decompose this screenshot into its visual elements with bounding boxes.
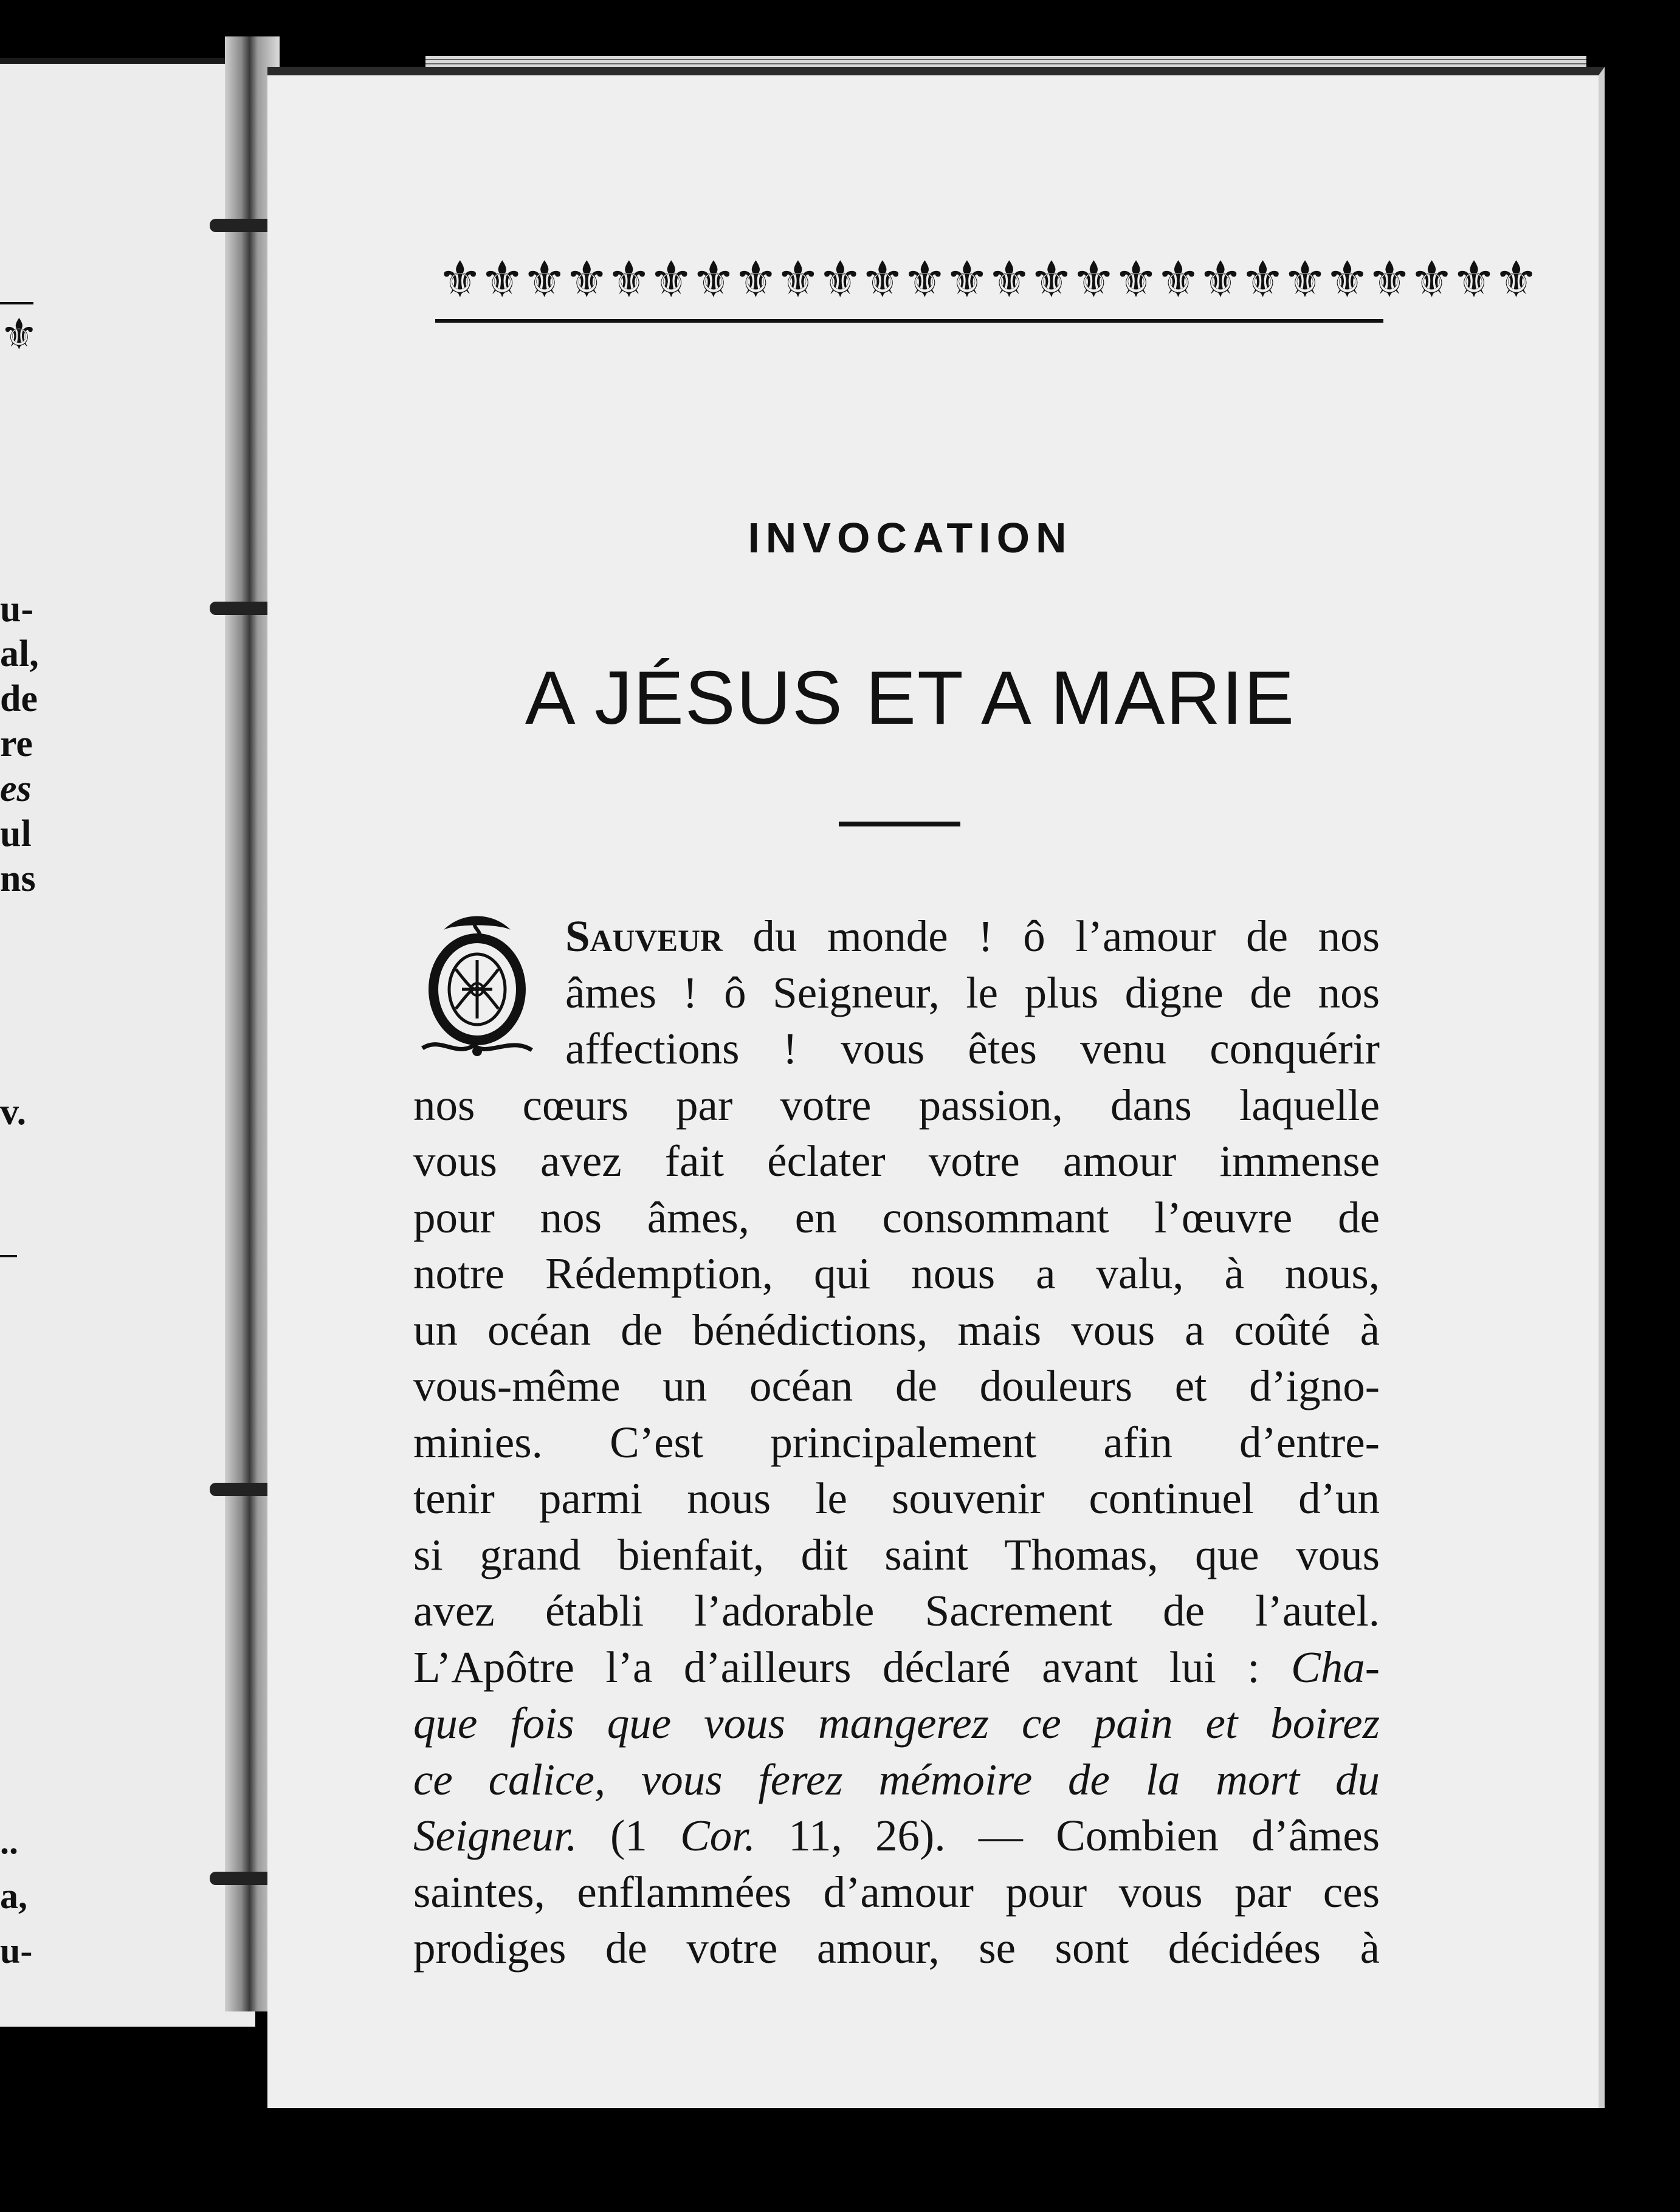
ornament-rule	[435, 319, 1383, 323]
small-caps-text: Sauveur	[565, 912, 723, 961]
previous-page-fragment	[0, 58, 255, 2027]
text-run: si grand bienfait, dit saint Thomas, que vous	[413, 1530, 1380, 1579]
text-run: vous avez fait éclater votre amour immense	[413, 1136, 1380, 1186]
line-fragment: re	[0, 723, 33, 764]
title-divider	[839, 822, 960, 826]
text-line	[413, 965, 1380, 1022]
italic-text: que fois que vous mangerez ce pain et boirez	[413, 1698, 1380, 1748]
text-run: tenir parmi nous le souvenir continuel d’un	[413, 1474, 1380, 1523]
text-line	[413, 1752, 1380, 1808]
text-run: saintes, enflammées d’amour pour vous par ces	[413, 1867, 1380, 1917]
line-fragment: al,	[0, 633, 39, 675]
text-run: prodiges de votre amour, se sont décidées à	[413, 1923, 1380, 1973]
text-run: avez établi l’adorable Sacrement de l’autel.	[413, 1586, 1380, 1635]
text-run: vous-même un océan de douleurs et d’igno-	[413, 1361, 1380, 1410]
fleur-de-lis-icon: ⚜	[0, 309, 38, 359]
body-paragraph	[413, 908, 1380, 1977]
text-run: du monde ! ô l’amour de nos	[722, 912, 1380, 961]
text-line	[413, 1808, 1380, 1864]
previous-page-line-endings	[0, 586, 43, 901]
text-run: un océan de bénédictions, mais vous a coûté à	[413, 1305, 1380, 1355]
italic-text: Seigneur.	[413, 1811, 577, 1860]
text-line	[413, 1302, 1380, 1359]
text-run: notre Rédemption, qui nous a valu, à nous,	[413, 1249, 1380, 1298]
text-run: pour nos âmes, en consommant l’œuvre de	[413, 1192, 1380, 1242]
text-line	[413, 1920, 1380, 1977]
text-run: L’Apôtre l’a d’ailleurs déclaré avant lui :	[413, 1642, 1291, 1692]
line-fragment: de	[0, 678, 38, 720]
text-line	[413, 1471, 1380, 1527]
text-line	[413, 1640, 1380, 1696]
text-line	[413, 908, 1380, 965]
line-fragment: a,	[0, 1876, 27, 1916]
text-line	[413, 1583, 1380, 1640]
fleur-de-lis-ornament-band: ⚜⚜⚜⚜⚜⚜⚜⚜⚜⚜⚜⚜⚜⚜⚜⚜⚜⚜⚜⚜⚜⚜⚜⚜⚜⚜	[438, 251, 1537, 309]
line-fragment: ul	[0, 813, 32, 854]
text-line	[413, 1864, 1380, 1921]
text-line	[413, 1527, 1380, 1584]
line-fragment: ..	[0, 1821, 18, 1861]
line-fragment: u-	[0, 588, 34, 630]
text-line	[413, 1077, 1380, 1134]
text-line	[413, 1695, 1380, 1752]
line-fragment: u-	[0, 1931, 33, 1971]
text-line	[413, 1246, 1380, 1302]
previous-page-rule	[0, 302, 33, 304]
text-line	[413, 1133, 1380, 1190]
text-run: nos cœurs par votre passion, dans laquelle	[413, 1080, 1380, 1130]
previous-page-fragment-v: v.	[0, 1091, 27, 1133]
line-fragment: ns	[0, 858, 36, 899]
text-line	[413, 1190, 1380, 1246]
text-line	[413, 1021, 1380, 1077]
page-title: A JÉSUS ET A MARIE	[525, 656, 1296, 740]
text-line	[413, 1415, 1380, 1471]
previous-page-dash	[0, 1255, 17, 1257]
line-fragment: es	[0, 768, 32, 809]
text-run: 11, 26). — Combien d’âmes	[755, 1811, 1380, 1860]
italic-text: Cha-	[1291, 1642, 1380, 1692]
text-line	[413, 1358, 1380, 1415]
previous-page-bottom-endings	[0, 1814, 36, 1978]
page-heading: INVOCATION	[748, 514, 1073, 562]
text-run: minies. C’est principalement afin d’entre-	[413, 1417, 1380, 1467]
italic-text: Cor.	[680, 1811, 756, 1860]
text-run: âmes ! ô Seigneur, le plus digne de nos	[565, 967, 1380, 1017]
text-run: affections ! vous êtes venu conquérir	[565, 1024, 1380, 1073]
text-run: (1	[577, 1811, 681, 1860]
italic-text: ce calice, vous ferez mémoire de la mort du	[413, 1754, 1380, 1804]
